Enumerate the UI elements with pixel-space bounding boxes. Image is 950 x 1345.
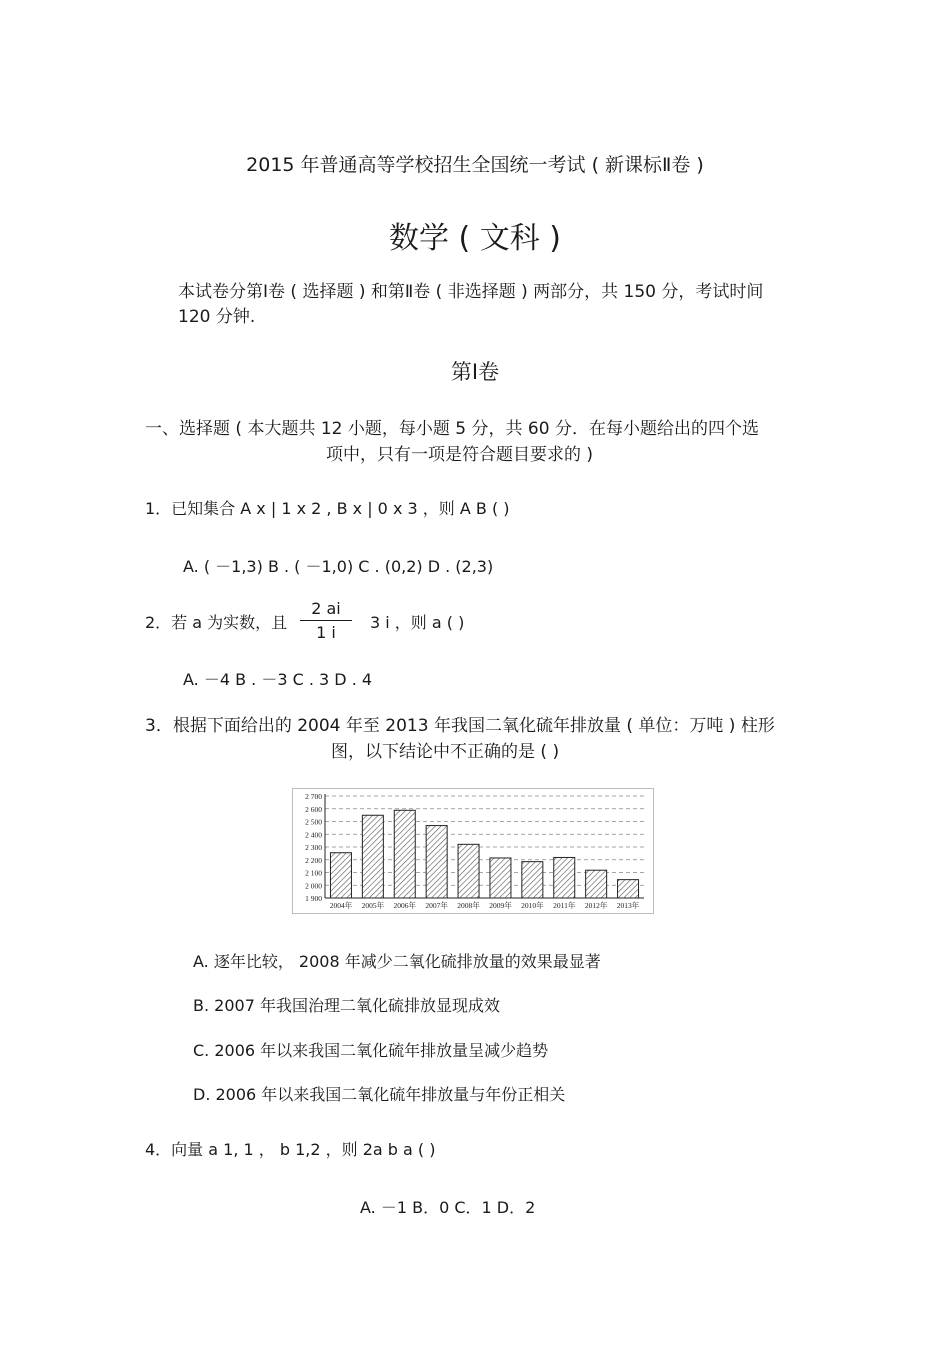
question-3-stem-line-1: 3．根据下面给出的 2004 年至 2013 年我国二氧化硫年排放量 ( 单位：万吨 ) 柱形	[145, 716, 775, 736]
y-tick-label: 2 200	[305, 855, 322, 865]
y-tick-label: 2 500	[305, 817, 322, 827]
question-2-stem-suffix: 3 i ，则 a ( )	[370, 613, 465, 632]
fraction-numerator: 2 ai	[311, 599, 341, 618]
question-2-options: A. －4 B . －3 C . 3 D . 4	[183, 670, 373, 689]
question-4-stem: 4．向量 a 1, 1 ， b 1,2 ，则 2a b a ( )	[145, 1140, 436, 1159]
bar-2008年	[458, 844, 479, 898]
bar-2011年	[554, 857, 575, 898]
x-tick-label: 2006年	[393, 901, 416, 910]
question-2-stem-prefix: 2．若 a 为实数，且	[145, 613, 288, 632]
so2-emissions-bar-chart	[292, 788, 654, 914]
question-3-stem-line-2: 图，以下结论中不正确的是 ( )	[331, 742, 560, 762]
x-tick-label: 2005年	[361, 901, 385, 910]
y-tick-label: 2 700	[305, 792, 322, 801]
intro-line-1: 本试卷分第Ⅰ卷 ( 选择题 ) 和第Ⅱ卷 ( 非选择题 ) 两部分，共 150 分，考试时间	[178, 282, 764, 302]
y-tick-label: 2 300	[305, 843, 322, 852]
section-instructions-line-2: 项中，只有一项是符合题目要求的 )	[326, 445, 594, 465]
y-tick-label: 2 000	[305, 881, 322, 891]
y-tick-label: 2 100	[305, 868, 322, 878]
bar-2013年	[618, 880, 639, 898]
bar-2005年	[362, 815, 383, 898]
x-tick-label: 2007年	[425, 901, 448, 910]
x-tick-label: 2010年	[521, 901, 544, 910]
question-4-options: A. －1 B．0 C．1 D．2	[360, 1198, 536, 1217]
y-tick-label: 2 400	[305, 830, 322, 840]
fraction-bar	[300, 620, 352, 621]
bar-2010年	[522, 862, 543, 898]
question-2-fraction	[300, 599, 352, 642]
x-tick-label: 2004年	[329, 901, 353, 910]
bar-2012年	[586, 870, 607, 898]
subject-title: 数学 ( 文科 )	[388, 221, 562, 256]
question-3-option-b: B. 2007 年我国治理二氧化硫排放显现成效	[193, 996, 500, 1015]
y-tick-label: 2 600	[305, 804, 322, 814]
y-tick-label: 1 900	[305, 894, 322, 903]
section-instructions-line-1: 一、选择题 ( 本大题共 12 小题，每小题 5 分，共 60 分．在每小题给出的四个选	[145, 419, 759, 439]
part-title: 第Ⅰ卷	[450, 360, 500, 384]
question-3-option-c: C. 2006 年以来我国二氧化硫年排放量呈减少趋势	[193, 1041, 549, 1060]
x-tick-label: 2009年	[489, 901, 512, 910]
bar-2009年	[490, 858, 511, 898]
question-3-option-d: D. 2006 年以来我国二氧化硫年排放量与年份正相关	[193, 1085, 566, 1104]
x-tick-label: 2008年	[457, 901, 480, 910]
bar-2006年	[394, 810, 415, 898]
x-tick-label: 2013年	[616, 901, 640, 910]
intro-line-2: 120 分钟.	[178, 307, 256, 327]
question-1-stem: 1．已知集合 A x | 1 x 2 , B x | 0 x 3 ，则 A B ( )	[145, 499, 510, 518]
question-1-options: A. ( －1,3) B . ( －1,0) C . (0,2) D . (2,3)	[183, 557, 494, 576]
bar-2004年	[330, 853, 351, 898]
x-tick-label: 2012年	[584, 901, 608, 910]
bar-2007年	[426, 826, 447, 898]
exam-title: 2015 年普通高等学校招生全国统一考试 ( 新课标Ⅱ卷 )	[246, 154, 704, 176]
x-tick-label: 2011年	[553, 901, 576, 910]
fraction-denominator: 1 i	[316, 623, 336, 642]
question-3-option-a: A. 逐年比较， 2008 年减少二氧化硫排放量的效果最显著	[193, 952, 601, 971]
